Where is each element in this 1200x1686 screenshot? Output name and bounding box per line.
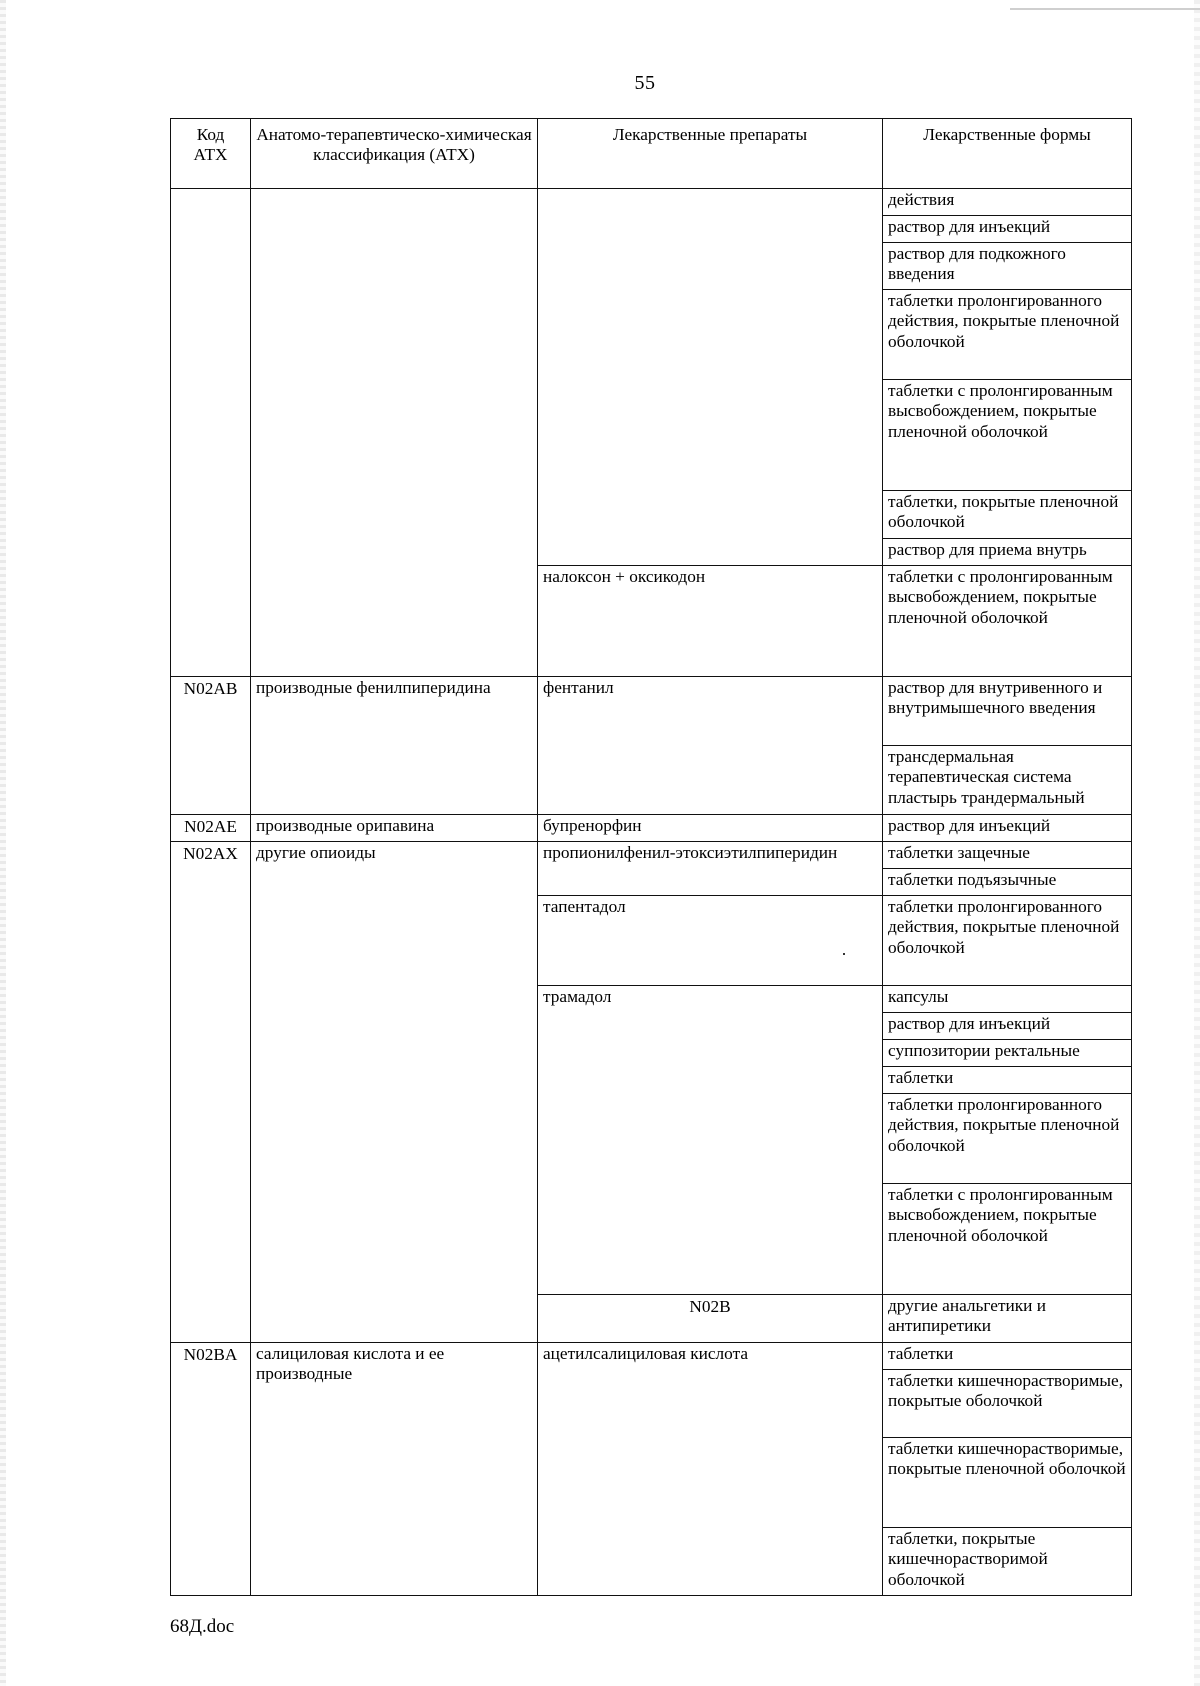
form-cell: суппозитории ректальные (883, 1040, 1132, 1067)
drug-cell: бупренорфин (538, 815, 883, 842)
header-forms: Лекарственные формы (883, 119, 1132, 189)
table-row (171, 189, 1132, 216)
atc-code: N02AB (171, 677, 251, 815)
drug-cell: ацетилсалициловая кислота (538, 1343, 883, 1596)
form-cell: капсулы (883, 986, 1132, 1013)
atc-class-name: производные орипавина (251, 815, 538, 842)
form-cell: таблетки кишечнорастворимые, покрытые оболочкой (883, 1370, 1132, 1438)
table-row (171, 677, 1132, 746)
form-cell: трансдермальная терапевтическая система пластырь трандермальный (883, 746, 1132, 815)
atc-code: N02B (538, 1295, 883, 1343)
cell-class-empty (251, 189, 538, 677)
atc-class-name: другие опиоиды (251, 842, 538, 1343)
form-cell: раствор для инъекций (883, 815, 1132, 842)
scan-edge-right (1194, 0, 1200, 1686)
atc-class-name: салициловая кислота и ее производные (251, 1343, 538, 1596)
form-cell: таблетки подъязычные (883, 869, 1132, 896)
table-row (171, 815, 1132, 842)
cell-drug-empty (538, 189, 883, 566)
form-cell: раствор для инъекций (883, 216, 1132, 243)
form-cell: таблетки пролонгированного действия, покрытые пленочной оболочкой (883, 896, 1132, 986)
atc-class-name: другие анальгетики и антипиретики (883, 1295, 1132, 1343)
form-cell: таблетки с пролонгированным высвобождением, покрытые пленочной оболочкой (883, 1184, 1132, 1295)
form-cell: таблетки защечные (883, 842, 1132, 869)
form-cell: таблетки с пролонгированным высвобождением, покрытые пленочной оболочкой (883, 566, 1132, 677)
form-cell: таблетки кишечнорастворимые, покрытые пленочной оболочкой (883, 1438, 1132, 1528)
form-cell: таблетки (883, 1067, 1132, 1094)
drug-cell: фентанил (538, 677, 883, 815)
form-cell: раствор для подкожного введения (883, 243, 1132, 290)
atc-class-name: производные фенилпиперидина (251, 677, 538, 815)
form-cell: раствор для приема внутрь (883, 539, 1132, 566)
atc-code: N02AX (171, 842, 251, 1343)
scan-edge-left (0, 0, 6, 1686)
header-drugs: Лекарственные препараты (538, 119, 883, 189)
cell-code-empty (171, 189, 251, 677)
form-cell: таблетки, покрытые пленочной оболочкой (883, 491, 1132, 539)
atc-drug-table (170, 118, 1132, 1596)
form-cell: таблетки пролонгированного действия, покрытые пленочной оболочкой (883, 290, 1132, 380)
scan-speck (843, 953, 845, 955)
form-cell: действия (883, 189, 1132, 216)
atc-code: N02AE (171, 815, 251, 842)
form-cell: раствор для внутривенного и внутримышечного введения (883, 677, 1132, 746)
form-cell: раствор для инъекций (883, 1013, 1132, 1040)
form-cell: таблетки пролонгированного действия, покрытые пленочной оболочкой (883, 1094, 1132, 1184)
header-classification: Анатомо-терапевтическо-химическая классификация (АТХ) (251, 119, 538, 189)
header-code: Код АТХ (171, 119, 251, 189)
drug-cell: пропионилфенил-этоксиэтилпиперидин (538, 842, 883, 896)
drug-cell: трамадол (538, 986, 883, 1295)
table-row (171, 842, 1132, 869)
scan-corner-mark (1010, 8, 1200, 10)
form-cell: таблетки с пролонгированным высвобождением, покрытые пленочной оболочкой (883, 380, 1132, 491)
form-cell: таблетки, покрытые кишечнорастворимой оболочкой (883, 1528, 1132, 1596)
drug-cell: тапентадол (538, 896, 883, 986)
form-cell: таблетки (883, 1343, 1132, 1370)
footer-filename: 68Д.doc (170, 1616, 235, 1637)
drug-cell: налоксон + оксикодон (538, 566, 883, 677)
table-row (171, 1343, 1132, 1370)
atc-code: N02BA (171, 1343, 251, 1596)
table-header-row (171, 119, 1132, 189)
page-number: 55 (634, 72, 656, 94)
